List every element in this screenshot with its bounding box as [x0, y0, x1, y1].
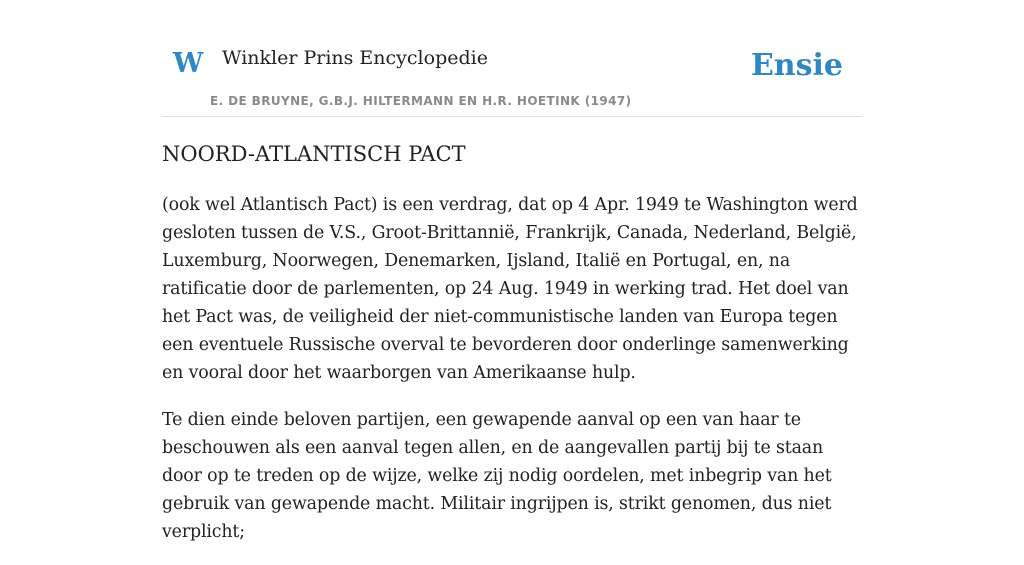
article-paragraph-1: (ook wel Atlantisch Pact) is een verdrag, dat op 4 Apr. 1949 te Washington werd gesloten tussen de V.S., Groot-Brittannië, Frankrijk, Canada, Nederland, België, Luxemburg, Noorwegen, Denemarken, Ijsland, Italië en Portugal, en, na ratificatie door de parlementen, op 24 Aug. 1949 in werking trad. Het doel van het Pact was, de veiligheid der niet-communistische landen van Europa tegen een eventuele Russische overval te bevorderen door onderlinge samenwerking en vooral door het waarborgen van Amerikaanse hulp.: [162, 195, 858, 384]
article: [162, 140, 862, 565]
winkler-prins-logo[interactable]: W: [173, 48, 204, 79]
article-paragraph-2: Te dien einde beloven partijen, een gewapende aanval op een van haar te beschouwen als een aanval tegen allen, en de aangevallen partij bij te staan door op te treden op de wijze, welke zij nodig oordelen, met inbegrip van het gebruik van gewapende macht. Militair ingrijpen is, strikt genomen, dus niet verplicht;: [162, 410, 832, 543]
publication-authors: E. DE BRUYNE, G.B.J. HILTERMANN EN H.R. HOETINK (1947): [210, 94, 632, 108]
ensie-logo-link[interactable]: Ensie: [750, 48, 843, 83]
site-header: [162, 0, 862, 117]
publication-title[interactable]: Winkler Prins Encyclopedie: [222, 47, 488, 69]
article-title: NOORD-ATLANTISCH PACT: [162, 142, 466, 166]
